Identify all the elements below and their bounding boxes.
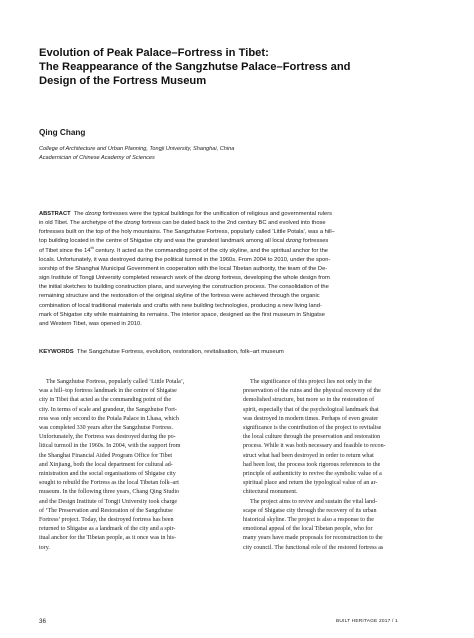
- affiliation-line: College of Architecture and Urban Planning, Tongji University, Shanghai, China: [39, 146, 235, 152]
- body-line: Unfortunately, the Fortress was destroyed during the po-: [39, 434, 176, 441]
- body-line: process. While it was both necessary and feasible to recon-: [243, 443, 386, 450]
- body-column-left: [39, 378, 232, 553]
- page-number: 36: [39, 618, 46, 625]
- body-line: preservation of the ruins and the physical recovery of the: [243, 388, 381, 395]
- body-line: significance is the contribution of the project to revitalise: [243, 425, 382, 432]
- abstract-line: remaining structure and the restoration of the original skyline of the fortress were achieved through the organic: [39, 293, 320, 300]
- body-line: scape of Shigatse city through the recovery of its urban: [243, 507, 377, 514]
- author-affiliation: [39, 145, 439, 163]
- body-line: The project aims to revive and sustain the vital land-: [250, 498, 378, 505]
- body-line: city in Tibet that acted as the commanding point of the: [39, 397, 172, 404]
- journal-name: BUILT HERITAGE 2017 / 1: [336, 619, 398, 624]
- article-title: [39, 46, 439, 88]
- abstract-line: the initial sketches to building construction plans, and surveying the construction process. The consolidation of the: [39, 284, 329, 291]
- abstract: [39, 210, 436, 329]
- abstract-line: and Western Tibet, was opened in 2010.: [39, 320, 142, 327]
- body-line: city. In terms of scale and grandeur, the Sangzhutse Fort-: [39, 406, 177, 413]
- author-name: Qing Chang: [39, 128, 86, 137]
- body-line: was completed 330 years after the Sangzhutse Fortress.: [39, 425, 173, 432]
- abstract-line: locals. Unfortunately, it was destroyed during the political turmoil in the 1960s. From 2004 to 2010, under the spon-: [39, 256, 331, 263]
- keywords-label: KEYWORDS: [39, 349, 74, 355]
- abstract-line: sorship of the Shanghai Municipal Government in cooperation with the local Tibetan authority, the team of the De-: [39, 265, 328, 272]
- body-line: sought to rebuild the Fortress as the local Tibetan folk–art: [39, 480, 179, 487]
- body-line: the local culture through the preservation and restoration: [243, 434, 381, 441]
- body-line: The Sangzhutse Fortress, popularly called ‘Little Potala’,: [46, 379, 185, 385]
- keywords: [39, 348, 436, 357]
- title-line: Design of the Fortress Museum: [39, 75, 207, 87]
- body-line: city council. The functional role of the restored fortress as: [243, 544, 384, 551]
- body-line: many years have made proposals for reconstruction to the: [243, 535, 383, 542]
- body-line: emotional appeal of the local Tibetan people, who for: [243, 526, 373, 533]
- body-line: and Xinjiang, both the local department for cultural ad-: [39, 461, 173, 468]
- body-column-right: [243, 378, 436, 553]
- affiliation-line: Acadernician of Chinese Academy of Sciences: [39, 155, 155, 161]
- body-line: the Shanghai Financial Aided Program Office for Tibet: [39, 452, 173, 459]
- body-line: had been lost, the process took rigorous references to the: [243, 461, 381, 468]
- title-line: The Reappearance of the Sangzhutse Palace–Fortress and: [39, 61, 351, 73]
- body-line: was a hill–top fortress landmark in the centre of Shigatse: [39, 388, 177, 395]
- body-line: of ‘The Preservation and Restoration of the Sangzhutse: [39, 507, 173, 514]
- body-line: Fortress’ project. Today, the destroyed fortress has been: [39, 517, 174, 524]
- body-line: The significance of this project lies not only in the: [250, 379, 372, 385]
- body-line: demolished structure, but more so in the restoration of: [243, 397, 375, 404]
- body-line: spiritual place and return the typological value of an ar-: [243, 480, 378, 487]
- abstract-line: of Tibet since the 14th century. It acted as the commanding point of the city skyline, and the spiritual anchor for the: [39, 244, 328, 254]
- keywords-text: The Sangzhutse Fortress, evolution, restoration, revitalisation, folk–art museum: [76, 349, 284, 355]
- body-line: itual anchor for the Tibetan people, as it once was in his-: [39, 535, 177, 542]
- abstract-line: top building located in the centre of Shigatse city and was the grandest landmark among all local dzong fortresses: [39, 238, 329, 245]
- body-line: historical skyline. The project is also a response to the: [243, 517, 374, 524]
- body-line: chitectural monument.: [243, 489, 298, 496]
- body-line: struct what had been destroyed in order to return what: [243, 452, 374, 459]
- body-line: litical turmoil in the 1960s. In 2004, with the support from: [39, 443, 181, 450]
- body-line: principle of authenticity to revive the symbolic value of a: [243, 471, 382, 478]
- body-line: was destroyed in modern times. Perhaps of even greater: [243, 415, 379, 422]
- abstract-line: sign Institute of Tongji University completed research work of the dzong fortress, developing the whole design from: [39, 275, 330, 282]
- body-line: and the Design Institute of Tongji University took charge: [39, 498, 178, 505]
- abstract-line: mark of Shigatse city while maintaining its remains. The interior space, designed as the first museum in Shigatse: [39, 311, 325, 318]
- body-line: spirit, especially that of the psychological landmark that: [243, 406, 379, 413]
- body-line: returned to Shigatse as a landmark of the city and a spir-: [39, 526, 176, 533]
- title-line: Evolution of Peak Palace–Fortress in Tibet:: [39, 47, 269, 59]
- body-line: ress was only second to the Potala Palace in Lhasa, which: [39, 415, 179, 422]
- abstract-line: in old Tibet. The archetype of the dzong fortress can be dated back to the 2nd century BC and evolved into those: [39, 220, 326, 227]
- abstract-line: fortresses built on the top of the holy mountains. The Sangzhutse Fortress, popularly called ‘Little Potala’, was a hill–: [39, 229, 335, 236]
- body-line: ministration and the social organisations of Shigatse city: [39, 471, 176, 478]
- body-line: museum. In the following three years, Chang Qing Studio: [39, 489, 180, 496]
- abstract-line: ABSTRACT The dzong fortresses were the typical buildings for the unification of religious and governmental rulers: [39, 211, 332, 217]
- body-line: tory.: [39, 544, 50, 551]
- abstract-label: ABSTRACT: [39, 211, 71, 217]
- abstract-line: combination of local traditional materials and crafts with new building technologies, producing a new living land-: [39, 302, 322, 309]
